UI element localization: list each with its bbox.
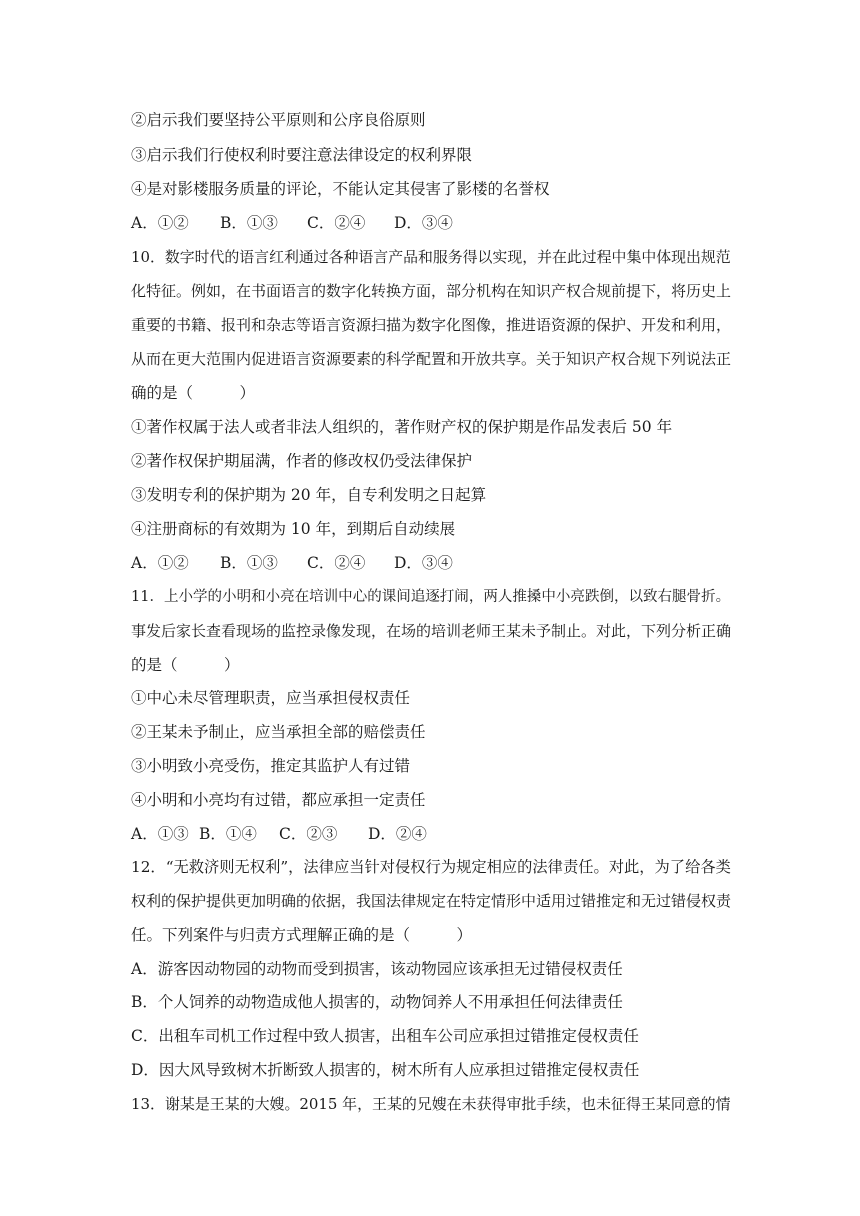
q10-statement-3: ③发明专利的保护期为 20 年，自专利发明之日起算: [131, 486, 487, 504]
q9-option-d: D．③④: [394, 214, 453, 232]
q11-stem-line-1: 11．上小学的小明和小亮在培训中心的课间追逐打闹，两人推搡中小亮跌倒，以致右腿骨折。: [131, 589, 731, 605]
q10-statement-4: ④注册商标的有效期为 10 年，到期后自动续展: [131, 520, 456, 538]
q10-stem-line-5: 确的是（ ）: [131, 384, 256, 402]
q13-stem-line-1: 13．谢某是王某的大嫂。2015 年，王某的兄嫂在未获得审批手续，也未征得王某同意的情: [131, 1095, 731, 1113]
q10-option-c: C．②④: [307, 554, 366, 572]
q9-option-b: B．①③: [220, 214, 278, 232]
q12-option-c: C．出租车司机工作过程中致人损害，出租车公司应承担过错推定侵权责任: [131, 1027, 639, 1045]
q9-statement-4: ④是对影楼服务质量的评论，不能认定其侵害了影楼的名誉权: [131, 180, 550, 198]
q11-statement-3: ③小明致小亮受伤，推定其监护人有过错: [131, 757, 411, 775]
q9-options: [131, 213, 453, 233]
q11-statement-1: ①中心未尽管理职责，应当承担侵权责任: [131, 689, 411, 707]
q10-option-a: A．①②: [131, 554, 189, 572]
q11-statement-4: ④小明和小亮均有过错，都应承担一定责任: [131, 791, 426, 809]
q12-stem-line-3: 任。下列案件与归责方式理解正确的是（ ）: [131, 926, 473, 944]
q11-statement-2: ②王某未予制止，应当承担全部的赔偿责任: [131, 723, 426, 741]
q10-stem-line-4: 从而在更大范围内促进语言资源要素的科学配置和开放共享。关于知识产权合规下列说法正: [131, 350, 732, 368]
q9-statement-3: ③启示我们行使权利时要注意法律设定的权利界限: [131, 146, 473, 164]
q9-statement-2: ②启示我们要坚持公平原则和公序良俗原则: [131, 111, 426, 129]
q10-option-d: D．③④: [394, 554, 453, 572]
q11-option-a: A．①③: [131, 825, 189, 843]
q10-stem-line-3: 重要的书籍、报刊和杂志等语言资源扫描为数字化图像，推进语资源的保护、开发和利用，: [131, 316, 732, 334]
q12-option-d: D．因大风导致树木折断致人损害的，树木所有人应承担过错推定侵权责任: [131, 1061, 640, 1079]
q11-stem-line-2: 事发后家长查看现场的监控录像发现，在场的培训老师王某未予制止。对此，下列分析正确: [131, 622, 732, 640]
q10-statement-1: ①著作权属于法人或者非法人组织的，著作财产权的保护期是作品发表后 50 年: [131, 418, 673, 436]
q10-statement-2: ②著作权保护期届满，作者的修改权仍受法律保护: [131, 452, 473, 470]
q12-option-b: B．个人饲养的动物造成他人损害的，动物饲养人不用承担任何法律责任: [131, 993, 623, 1011]
q11-option-d: D．②④: [368, 825, 427, 843]
q12-option-a: A．游客因动物园的动物而受到损害，该动物园应该承担无过错侵权责任: [131, 960, 623, 978]
q10-stem-line-1: 10．数字时代的语言红利通过各种语言产品和服务得以实现，并在此过程中集中体现出规范: [131, 248, 731, 266]
q11-option-b: B．①④: [199, 825, 257, 843]
q11-option-c: C．②③: [279, 825, 338, 843]
q10-option-b: B．①③: [220, 554, 278, 572]
q12-stem-line-2: 权利的保护提供更加明确的依据，我国法律规定在特定情形中适用过错推定和无过错侵权责: [131, 892, 732, 910]
q10-options: [131, 553, 453, 573]
q9-option-a: A．①②: [131, 214, 189, 232]
q11-options: [131, 824, 427, 844]
q11-stem-line-3: 的是（ ）: [131, 656, 240, 674]
q9-option-c: C．②④: [307, 214, 366, 232]
q10-stem-line-2: 化特征。例如，在书面语言的数字化转换方面，部分机构在知识产权合规前提下，将历史上: [131, 282, 732, 300]
q12-stem-line-1: 12．“无救济则无权利”，法律应当针对侵权行为规定相应的法律责任。对此，为了给各类: [131, 858, 731, 876]
